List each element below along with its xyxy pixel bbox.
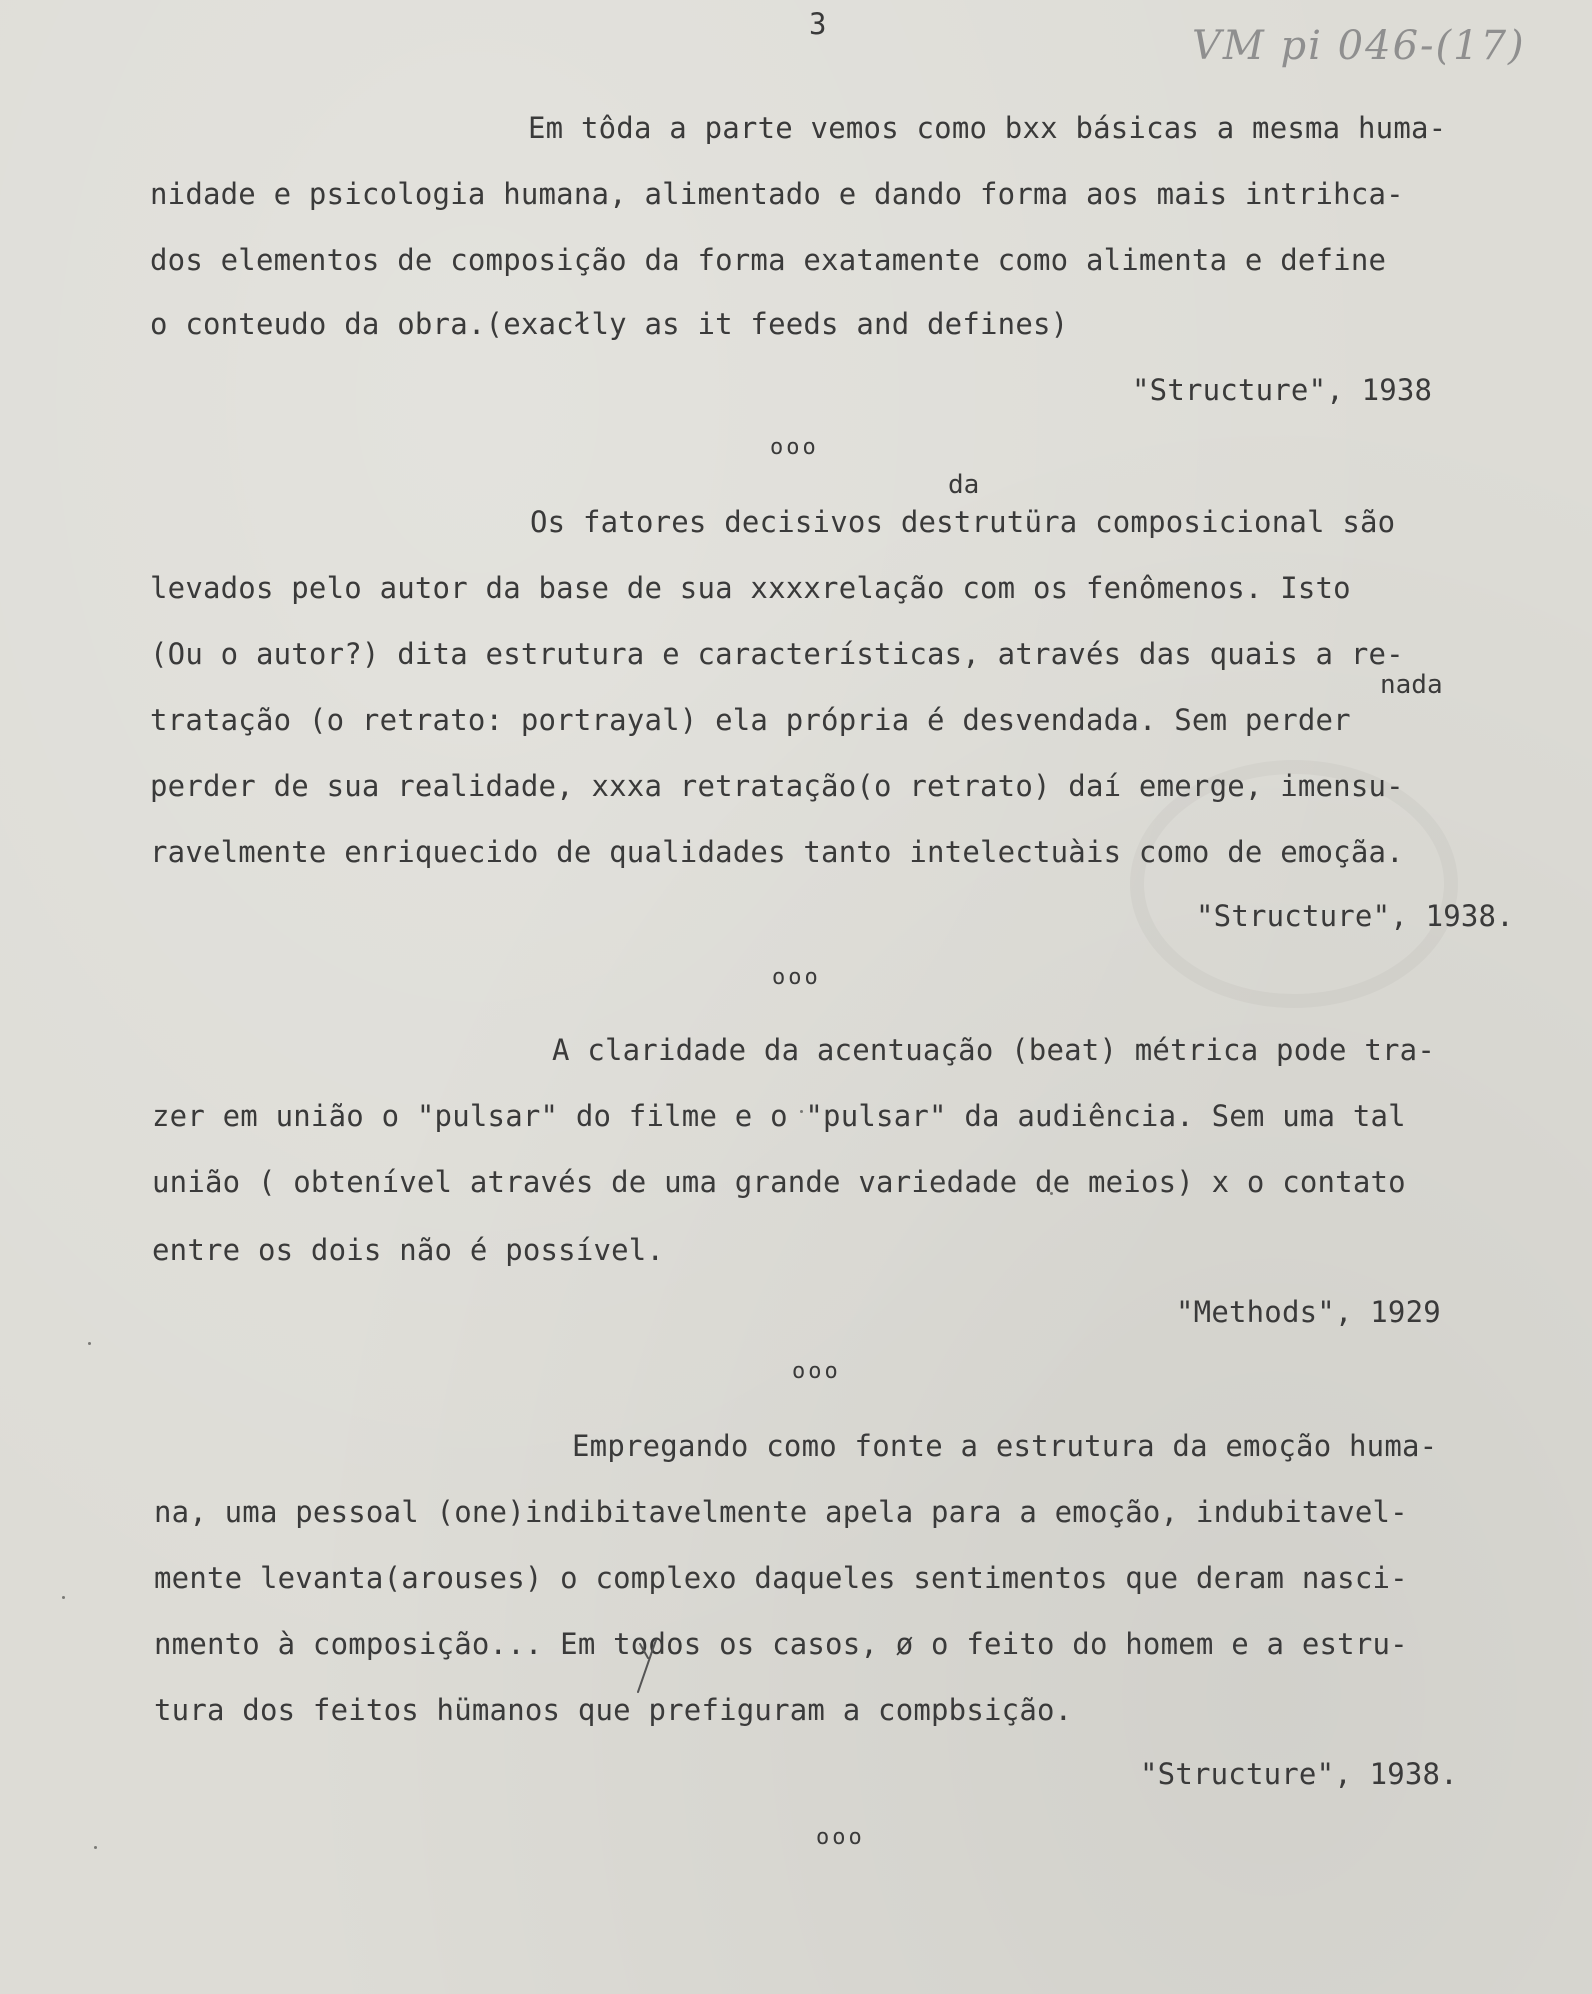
paragraph-4-line-2: na, uma pessoal (one)indibitavelmente apela para a emoção, indubitavel- — [154, 1495, 1408, 1529]
paragraph-2-line-1: Os fatores decisivos destrutüra composicional são — [530, 505, 1396, 539]
paper-speck — [1050, 1192, 1053, 1195]
paragraph-3-line-4: entre os dois não é possível. — [152, 1233, 665, 1267]
paragraph-1-line-4: o conteudo da obra.(exacłly as it feeds and defines) — [150, 307, 1069, 341]
paragraph-1-line-3: dos elementos de composição da forma exatamente como alimenta e define — [150, 243, 1387, 277]
paper-speck — [62, 1596, 65, 1599]
paragraph-3-line-2: zer em união o "pulsar" do filme e o "pulsar" da audiência. Sem uma tal — [152, 1099, 1406, 1133]
paragraph-2-line-2: levados pelo autor da base de sua xxxxrelação com os fenômenos. Isto — [150, 571, 1351, 605]
paragraph-3-line-1: A claridade da acentuação (beat) métrica pode tra- — [552, 1033, 1435, 1067]
interlinear-insertion-nada: nada — [1380, 670, 1443, 700]
paragraph-4-line-5: tura dos feitos hümanos que prefiguram a compbsição. — [154, 1693, 1073, 1727]
interlinear-insertion-da: da — [948, 470, 980, 500]
paragraph-1-line-2: nidade e psicologia humana, alimentado e dando forma aos mais intrihca- — [150, 177, 1404, 211]
paragraph-2-citation: "Structure", 1938. — [1196, 899, 1514, 933]
paragraph-3-line-3: união ( obtenível através de uma grande variedade de meios) x o contato — [152, 1165, 1406, 1199]
paragraph-4-line-4: nmento à composição... Em todos os casos, ø o feito do homem e a estru- — [154, 1627, 1408, 1661]
paragraph-4-citation: "Structure", 1938. — [1140, 1757, 1458, 1791]
section-separator-3: ooo — [792, 1359, 841, 1384]
paper-speck — [800, 1110, 803, 1113]
paragraph-2-line-4: tratação (o retrato: portrayal) ela própria é desvendada. Sem perder — [150, 703, 1351, 737]
paper-speck — [88, 1342, 91, 1345]
section-separator-4: ooo — [816, 1825, 865, 1850]
archive-reference-handwritten: VM pi 046-(17) — [1192, 23, 1526, 69]
paragraph-3-citation: "Methods", 1929 — [1176, 1295, 1441, 1329]
section-separator-2: ooo — [772, 965, 821, 990]
paragraph-2-line-6: ravelmente enriquecido de qualidades tanto intelectuàis como de emoçãa. — [150, 835, 1404, 869]
paragraph-2-line-5: perder de sua realidade, xxxa retratação(o retrato) daí emerge, imensu- — [150, 769, 1404, 803]
paragraph-1-line-1: Em tôda a parte vemos como bxx básicas a mesma huma- — [528, 111, 1447, 145]
section-separator-1: ooo — [770, 435, 819, 460]
paper-speck — [94, 1846, 97, 1849]
paragraph-1-citation: "Structure", 1938 — [1132, 373, 1433, 407]
page-number: 3 — [809, 7, 827, 41]
paragraph-4-line-3: mente levanta(arouses) o complexo daqueles sentimentos que deram nasci- — [154, 1561, 1408, 1595]
paragraph-2-line-3: (Ou o autor?) dita estrutura e características, através das quais a re- — [150, 637, 1404, 671]
paragraph-4-line-1: Empregando como fonte a estrutura da emoção huma- — [572, 1429, 1438, 1463]
